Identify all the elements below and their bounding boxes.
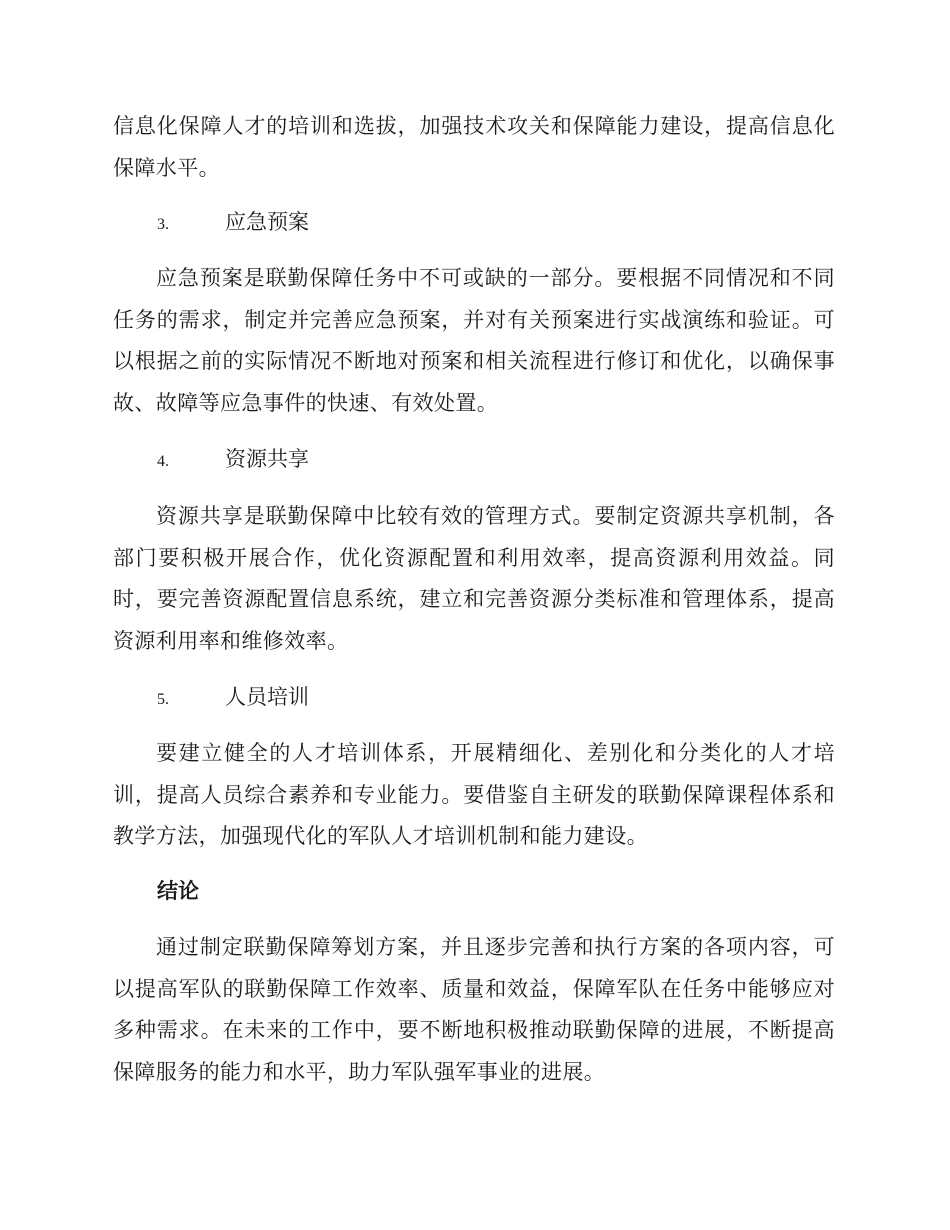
list-number: 5. (157, 691, 169, 708)
list-number: 4. (157, 453, 169, 470)
paragraph-resource-sharing: 资源共享是联勤保障中比较有效的管理方式。要制定资源共享机制，各部门要积极开展合作，优化资源配置和利用效率，提高资源利用效益。同时，要完善资源配置信息系统，建立和完善资源分类标准和管理体系，提高资源利用率和维修效率。 (113, 504, 835, 653)
list-title: 人员培训 (225, 685, 309, 709)
paragraph-conclusion: 通过制定联勤保障筹划方案，并且逐步完善和执行方案的各项内容，可以提高军队的联勤保障工作效率、质量和效益，保障军队在任务中能够应对多种需求。在未来的工作中，要不断地积极推动联勤保障的进展，不断提高保障服务的能力和水平，助力军队强军事业的进展。 (113, 935, 835, 1084)
list-heading-resource-sharing (157, 439, 309, 483)
list-number: 3. (157, 216, 169, 233)
paragraph-personnel-training: 要建立健全的人才培训体系，开展精细化、差别化和分类化的人才培训，提高人员综合素养和专业能力。要借鉴自主研发的联勤保障课程体系和教学方法，加强现代化的军队人才培训机制和能力建设。 (113, 741, 835, 848)
paragraph-emergency-plan: 应急预案是联勤保障任务中不可或缺的一部分。要根据不同情况和不同任务的需求，制定并完善应急预案，并对有关预案进行实战演练和验证。可以根据之前的实际情况不断地对预案和相关流程进行修订和优化，以确保事故、故障等应急事件的快速、有效处置。 (113, 266, 835, 415)
list-heading-personnel-training (157, 677, 309, 721)
paragraph-intro-continued: 信息化保障人才的培训和选拔，加强技术攻关和保障能力建设，提高信息化保障水平。 (113, 114, 835, 180)
list-title: 资源共享 (225, 447, 309, 471)
section-heading-conclusion: 结论 (157, 879, 199, 903)
list-title: 应急预案 (225, 210, 309, 234)
list-heading-emergency-plan (157, 202, 309, 246)
